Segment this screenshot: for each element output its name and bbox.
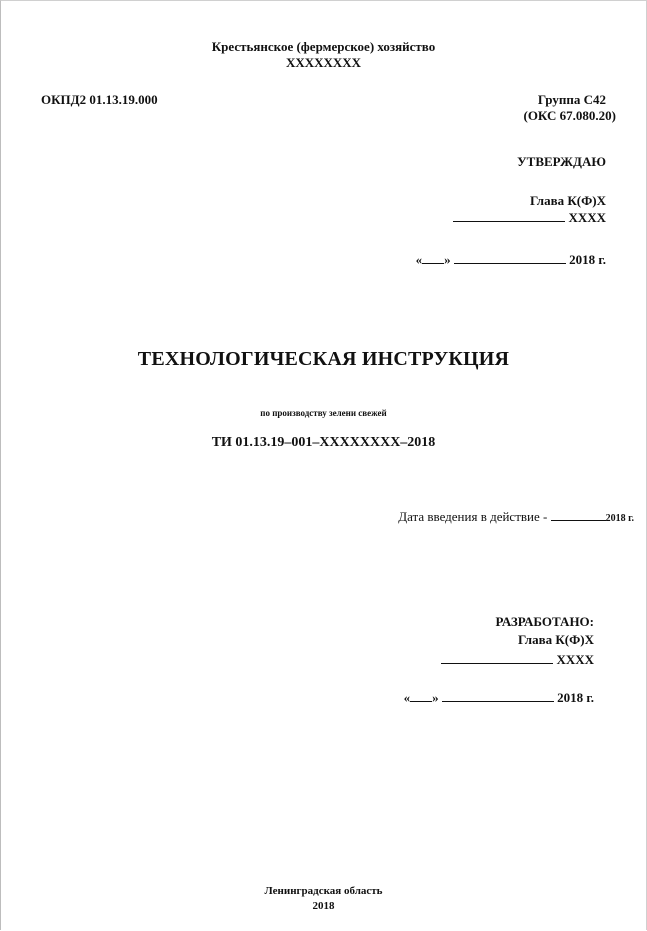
day-blank [422,252,444,264]
okpd-code: ОКПД2 01.13.19.000 [41,92,158,107]
document-title: ТЕХНОЛОГИЧЕСКАЯ ИНСТРУКЦИЯ [137,348,510,370]
quote-close: » [432,690,439,705]
day-blank [410,690,432,702]
group-code: Группа С42 [537,92,606,107]
quote-close: » [444,252,451,267]
effective-blank [551,509,606,521]
effective-year: 2018 г. [605,513,634,524]
quote-open: « [415,252,423,267]
approval-signer: XXXX [568,210,606,225]
approval-signature-line [453,210,606,225]
approval-date-line [416,252,606,267]
developed-signer: XXXX [556,652,594,667]
developed-heading: РАЗРАБОТАНО: [495,614,594,629]
signature-blank [441,652,553,664]
developed-date-line [404,690,594,705]
oks-code: (ОКС 67.080.20) [523,108,616,123]
quote-open: « [403,690,411,705]
developed-position: Глава К(Ф)Х [517,632,594,647]
approval-position: Глава К(Ф)Х [529,193,606,208]
signature-blank [453,210,565,222]
developed-year: 2018 г. [557,690,594,705]
month-blank [454,252,566,264]
organization-line: Крестьянское (фермерское) хозяйство [211,39,436,54]
document-subtitle: по производству зелени свежей [260,408,387,418]
document-code: ТИ 01.13.19–001–XXXXXXXX–2018 [211,435,436,450]
developed-signature-line [441,652,594,667]
approval-year: 2018 г. [569,252,606,267]
approval-heading: УТВЕРЖДАЮ [517,154,606,169]
effective-date-line [398,509,634,526]
footer-region: Ленинградская область [264,885,383,897]
effective-label: Дата введения в действие - [398,509,548,524]
organization-name: XXXXXXXX [285,55,362,70]
month-blank [442,690,554,702]
footer-year: 2018 [312,900,335,912]
